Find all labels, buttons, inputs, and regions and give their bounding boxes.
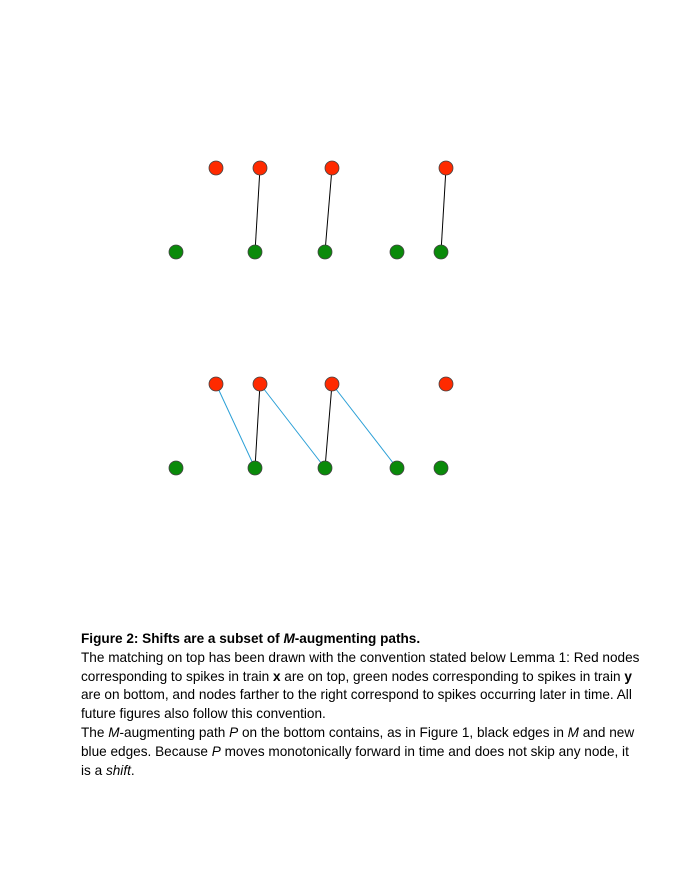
bottom-red-node-x4 [439,377,453,391]
caption-title-suffix: -augmenting paths. [294,631,421,646]
bottom-black-edge-x2-y2 [255,384,260,468]
top-green-node-y2 [248,245,262,259]
top-black-edge-x3-y3 [325,168,332,252]
figure-caption [81,630,641,780]
top-green-node-y4 [390,245,404,259]
top-red-node-x3 [325,161,339,175]
top-red-node-x4 [439,161,453,175]
top-green-node-y1 [169,245,183,259]
caption-title [81,630,641,649]
caption-train-x: x [272,668,281,684]
top-black-edge-x2-y2 [255,168,260,252]
bottom-black-edge-x3-y3 [325,384,332,468]
top-green-node-y5 [434,245,448,259]
bottom-blue-edge-x2-y3 [260,384,325,468]
bottom-green-node-y3 [318,461,332,475]
top-red-node-x1 [209,161,223,175]
top-matching-graph [169,161,453,259]
top-green-node-y3 [318,245,332,259]
bottom-green-node-y2 [248,461,262,475]
top-black-edge-x4-y5 [441,168,446,252]
bottom-green-node-y5 [434,461,448,475]
bottom-green-node-y4 [390,461,404,475]
caption-train-y: y [624,668,632,684]
bottom-red-node-x3 [325,377,339,391]
caption-paragraph-1: The matching on top has been drawn with the convention stated below Lemma 1: Red nodes corresponding to spikes in train x are on top, green nodes corresponding to spikes in train y are on bottom, and nodes farther to the right correspond to spikes occurring later in time. All future figures also follow this convention. [81,649,640,722]
top-red-node-x2 [253,161,267,175]
bottom-augmenting-path-graph [169,377,453,475]
bottom-blue-edge-x1-y2 [216,384,255,468]
bottom-blue-edge-x3-y4 [332,384,397,468]
caption-shift-term: shift [105,762,131,778]
bottom-red-node-x1 [209,377,223,391]
bottom-red-node-x2 [253,377,267,391]
caption-title-em: M [283,631,295,646]
caption-paragraph-2: The M-augmenting path P on the bottom contains, as in Figure 1, black edges in M and new blue edges. Because P moves monotonically forward in time and does not skip any node, it is a shift. [81,724,635,778]
bottom-green-node-y1 [169,461,183,475]
caption-title-prefix: Figure 2: Shifts are a subset of [81,631,284,646]
